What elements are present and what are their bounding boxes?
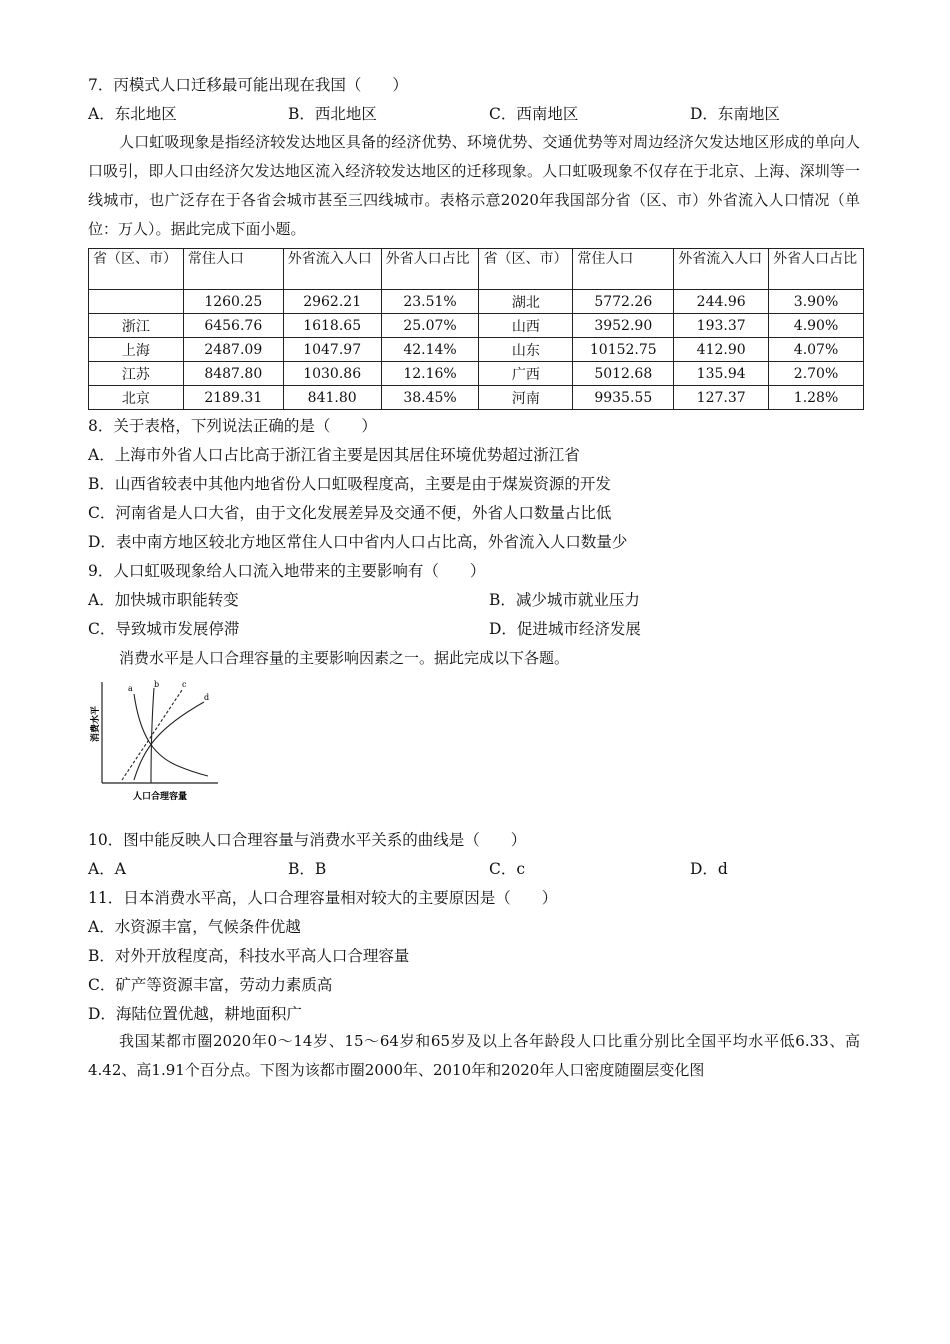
table-cell: 北京 <box>89 386 184 410</box>
q10-stem: 10．图中能反映人口合理容量与消费水平关系的曲线是（ ） <box>88 831 527 849</box>
q11-stem: 11．日本消费水平高，人口合理容量相对较大的主要原因是（ ） <box>88 889 558 907</box>
table-header: 常住人口 <box>183 249 283 290</box>
q9-option-d[interactable]: D．促进城市经济发展 <box>489 620 641 638</box>
table-cell: 23.51% <box>381 290 479 314</box>
table-cell: 1618.65 <box>283 314 381 338</box>
population-table <box>88 248 864 410</box>
q7-option-c[interactable]: C．西南地区 <box>489 105 579 123</box>
table-cell: 25.07% <box>381 314 479 338</box>
q10-option-c[interactable]: C．c <box>489 860 526 878</box>
table-header: 外省流入人口 <box>283 249 381 290</box>
table-cell: 1030.86 <box>283 362 381 386</box>
table-cell: 9935.55 <box>573 386 674 410</box>
table-cell: 193.37 <box>674 314 769 338</box>
table-cell: 5012.68 <box>573 362 674 386</box>
q7-option-b[interactable]: B．西北地区 <box>288 105 377 123</box>
table-cell: 浙江 <box>89 314 184 338</box>
table-cell: 江苏 <box>89 362 184 386</box>
table-header: 外省流入人口 <box>674 249 769 290</box>
table-cell: 6456.76 <box>183 314 283 338</box>
table-cell: 8487.80 <box>183 362 283 386</box>
q7-stem: 7．丙模式人口迁移最可能出现在我国（ ） <box>88 76 408 94</box>
table-cell: 3.90% <box>769 290 864 314</box>
passage-consumption: 消费水平是人口合理容量的主要影响因素之一。据此完成以下各题。 <box>119 649 570 667</box>
table-header: 省（区、市） <box>479 249 573 290</box>
table-cell: 135.94 <box>674 362 769 386</box>
table-cell: 2487.09 <box>183 338 283 362</box>
series-label-b: b <box>154 680 160 689</box>
table-cell: 2962.21 <box>283 290 381 314</box>
q8-option-a[interactable]: A．上海市外省人口占比高于浙江省主要是因其居住环境优势超过浙江省 <box>88 446 580 464</box>
q7-option-d[interactable]: D．东南地区 <box>690 105 780 123</box>
table-cell: 上海 <box>89 338 184 362</box>
table-row <box>89 314 864 338</box>
consumption-capacity-chart <box>88 676 228 806</box>
q9-option-c[interactable]: C．导致城市发展停滞 <box>88 620 240 638</box>
table-header: 外省人口占比 <box>381 249 479 290</box>
table-cell: 841.80 <box>283 386 381 410</box>
table-cell: 3952.90 <box>573 314 674 338</box>
q11-option-c[interactable]: C．矿产等资源丰富，劳动力素质高 <box>88 976 333 994</box>
x-axis-label: 人口合理容量 <box>132 792 188 802</box>
table-cell: 127.37 <box>674 386 769 410</box>
series-label-a: a <box>128 684 133 693</box>
table-cell: 4.90% <box>769 314 864 338</box>
q10-option-a[interactable]: A．A <box>88 860 126 878</box>
q10-option-b[interactable]: B．B <box>288 860 327 878</box>
table-cell: 1.28% <box>769 386 864 410</box>
table-header: 常住人口 <box>573 249 674 290</box>
table-cell: 河南 <box>479 386 573 410</box>
q11-option-d[interactable]: D．海陆位置优越，耕地面积广 <box>88 1005 302 1023</box>
table-cell: 湖北 <box>479 290 573 314</box>
series-label-c: c <box>182 680 187 689</box>
table-cell: 10152.75 <box>573 338 674 362</box>
table-header: 外省人口占比 <box>769 249 864 290</box>
table-header: 省（区、市） <box>89 249 184 290</box>
table-row <box>89 338 864 362</box>
table-cell: 42.14% <box>381 338 479 362</box>
passage-population-siphon: 人口虹吸现象是指经济较发达地区具备的经济优势、环境优势、交通优势等对周边经济欠发达地区形成的单向人口吸引，即人口由经济欠发达地区流入经济较发达地区的迁移现象。人口虹吸现象不仅存在于北京、上海、深圳等一线城市，也广泛存在于各省会城市甚至三四线城市。表格示意2020年我国部分省（区、市）外省流入人口情况（单位：万人）。据此完成下面小题。 <box>88 133 860 238</box>
q9-option-a[interactable]: A．加快城市职能转变 <box>88 591 239 609</box>
q11-option-a[interactable]: A．水资源丰富，气候条件优越 <box>88 918 301 936</box>
table-cell: 1260.25 <box>183 290 283 314</box>
passage-metropolitan: 我国某都市圈2020年0～14岁、15～64岁和65岁及以上各年龄段人口比重分别比全国平均水平低6.33、高4.42、高1.91个百分点。下图为该都市圈2000年、2010年和2020年人口密度随圈层变化图 <box>88 1032 860 1079</box>
table-header-row <box>89 249 864 290</box>
q9-option-b[interactable]: B．减少城市就业压力 <box>489 591 640 609</box>
series-label-d: d <box>204 693 210 702</box>
table-cell: 1047.97 <box>283 338 381 362</box>
table-cell: 5772.26 <box>573 290 674 314</box>
table-cell: 广西 <box>479 362 573 386</box>
table-cell: 412.90 <box>674 338 769 362</box>
table-cell: 山东 <box>479 338 573 362</box>
q8-option-b[interactable]: B．山西省较表中其他内地省份人口虹吸程度高，主要是由于煤炭资源的开发 <box>88 475 611 493</box>
q7-option-a[interactable]: A．东北地区 <box>88 105 177 123</box>
q8-option-d[interactable]: D．表中南方地区较北方地区常住人口中省内人口占比高，外省流入人口数量少 <box>88 533 628 551</box>
table-row <box>89 386 864 410</box>
q11-option-b[interactable]: B．对外开放程度高，科技水平高人口合理容量 <box>88 947 410 965</box>
table-cell: 2.70% <box>769 362 864 386</box>
table-row <box>89 290 864 314</box>
table-cell: 38.45% <box>381 386 479 410</box>
table-cell: 山西 <box>479 314 573 338</box>
table-cell: 12.16% <box>381 362 479 386</box>
table-cell: 244.96 <box>674 290 769 314</box>
q9-stem: 9．人口虹吸现象给人口流入地带来的主要影响有（ ） <box>88 562 486 580</box>
table-cell: 4.07% <box>769 338 864 362</box>
q10-option-d[interactable]: D．d <box>690 860 728 878</box>
series-line-d <box>134 702 204 780</box>
table-row <box>89 362 864 386</box>
y-axis-label: 消费水平 <box>91 705 101 743</box>
q8-option-c[interactable]: C．河南省是人口大省，由于文化发展差异及交通不便，外省人口数量占比低 <box>88 504 612 522</box>
table-cell <box>89 290 184 314</box>
series-line-b <box>151 688 154 783</box>
q8-stem: 8．关于表格，下列说法正确的是（ ） <box>88 417 377 435</box>
table-cell: 2189.31 <box>183 386 283 410</box>
